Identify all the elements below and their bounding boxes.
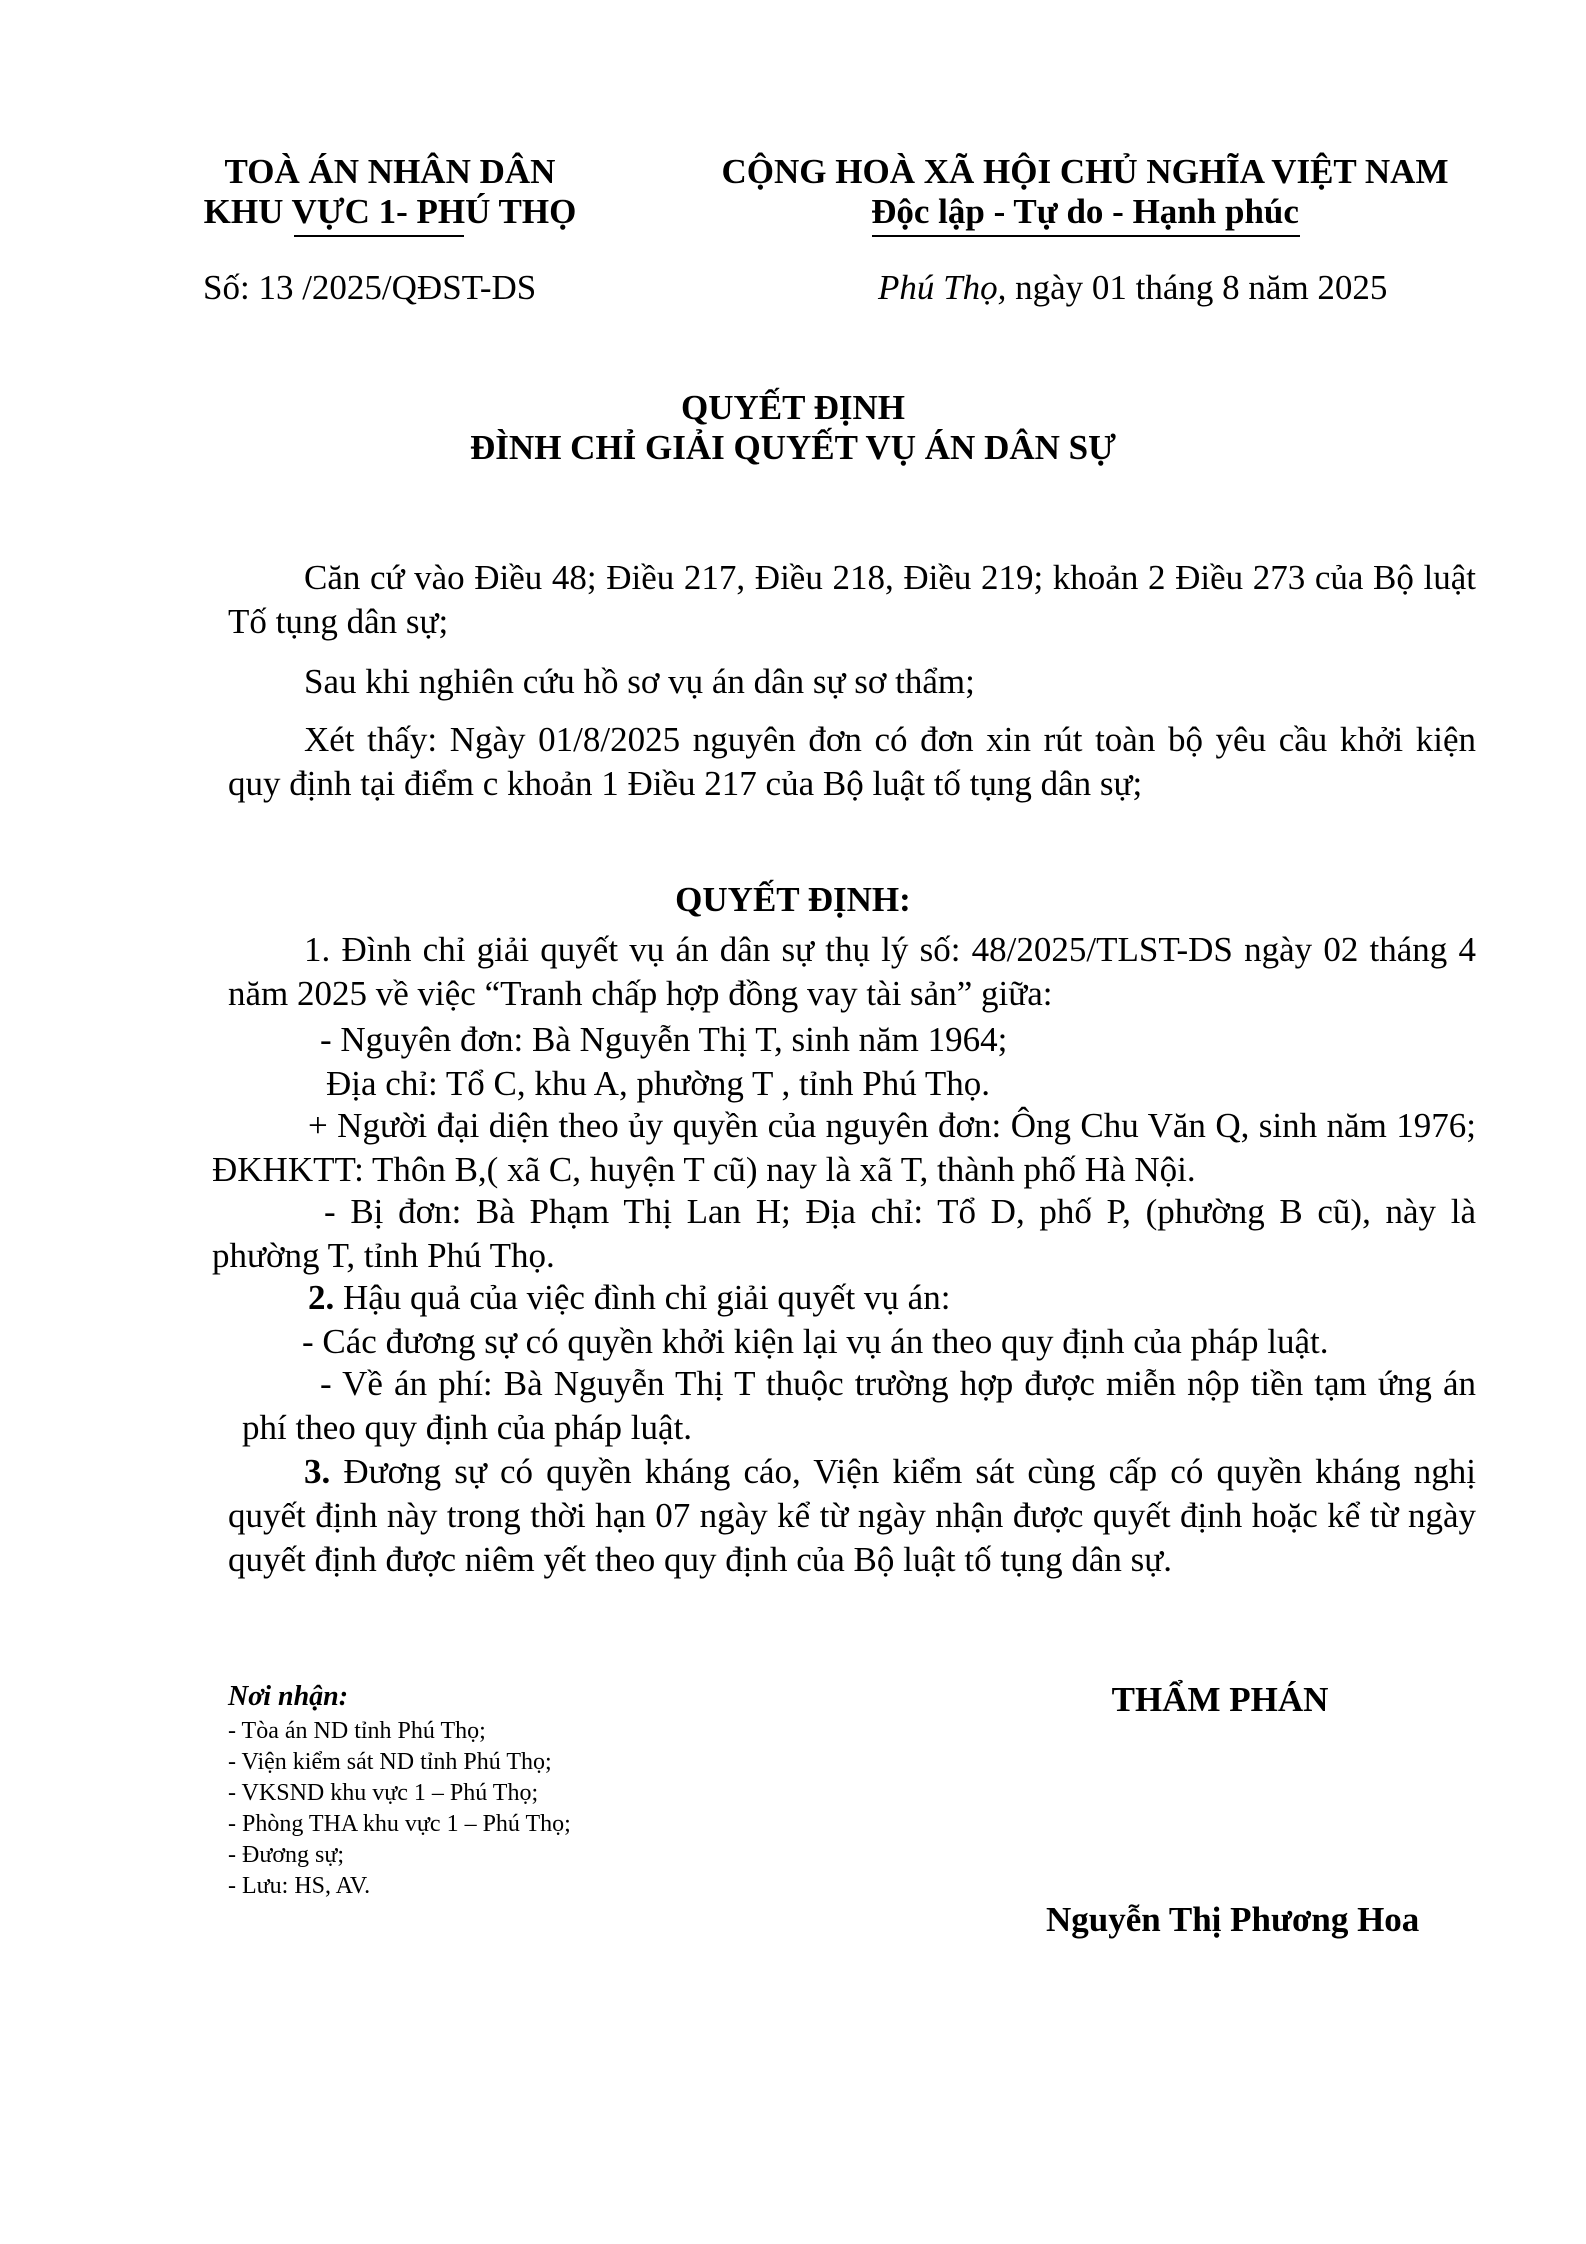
representative-paragraph: + Người đại diện theo ủy quyền của nguyên đơn: Ông Chu Văn Q, sinh năm 1976; ĐKHKTT: Thôn B,( xã C, huyện T cũ) nay là xã T, thành phố Hà Nội.	[212, 1106, 1476, 1189]
document-number: Số: 13 /2025/QĐST-DS	[203, 268, 537, 307]
judge-name: Nguyễn Thị Phương Hoa	[1046, 1900, 1420, 1939]
recipient-item: - Viện kiểm sát ND tỉnh Phú Thọ;	[228, 1749, 552, 1775]
date: ngày 01 tháng 8 năm 2025	[1006, 268, 1388, 307]
recipient-item: - Tòa án ND tỉnh Phú Thọ;	[228, 1718, 486, 1744]
place: Phú Thọ,	[878, 268, 1007, 307]
recipient-item: - Đương sự;	[228, 1842, 345, 1868]
place-date	[878, 266, 1387, 310]
nation-title: CỘNG HOÀ XÃ HỘI CHỦ NGHĨA VIỆT NAM	[721, 152, 1449, 191]
decision-heading: QUYẾT ĐỊNH:	[675, 880, 911, 919]
item-2-number: 2.	[308, 1278, 335, 1317]
decision-item-1: 1. Đình chỉ giải quyết vụ án dân sự thụ lý số: 48/2025/TLST-DS ngày 02 tháng 4 năm 2025 về việc “Tranh chấp hợp đồng vay tài sản” giữa:	[228, 930, 1476, 1013]
signature-title: THẨM PHÁN	[1111, 1680, 1329, 1719]
legal-basis-paragraph: Căn cứ vào Điều 48; Điều 217, Điều 218, Điều 219; khoản 2 Điều 273 của Bộ luật Tố tụng dân sự;	[228, 558, 1476, 641]
defendant-paragraph: - Bị đơn: Bà Phạm Thị Lan H; Địa chỉ: Tổ D, phố P, (phường B cũ), này là phường T, tỉnh Phú Thọ.	[212, 1192, 1476, 1275]
consideration-paragraph: Xét thấy: Ngày 01/8/2025 nguyên đơn có đơn xin rút toàn bộ yêu cầu khởi kiện quy định tại điểm c khoản 1 Điều 217 của Bộ luật tố tụng dân sự;	[228, 720, 1476, 803]
recipient-item: - VKSND khu vực 1 – Phú Thọ;	[228, 1780, 539, 1806]
court-name-line2: KHU VỰC 1- PHÚ THỌ	[203, 192, 577, 231]
item-3-number: 3.	[304, 1452, 331, 1491]
recipient-item: - Phòng THA khu vực 1 – Phú Thọ;	[228, 1811, 571, 1837]
recipients-heading: Nơi nhận:	[228, 1681, 349, 1712]
motto-underline	[872, 235, 1300, 237]
court-name-line1: TOÀ ÁN NHÂN DÂN	[224, 152, 556, 191]
plaintiff-line: - Nguyên đơn: Bà Nguyễn Thị T, sinh năm 1964;	[320, 1020, 1008, 1059]
research-paragraph: Sau khi nghiên cứu hồ sơ vụ án dân sự sơ thẩm;	[304, 662, 975, 701]
decision-item-3	[228, 1450, 1476, 1582]
consequence-court-fee: - Về án phí: Bà Nguyễn Thị T thuộc trường hợp được miễn nộp tiền tạm ứng án phí theo quy định của pháp luật.	[242, 1364, 1476, 1447]
decision-subtitle: ĐÌNH CHỈ GIẢI QUYẾT VỤ ÁN DÂN SỰ	[470, 428, 1116, 467]
decision-item-2	[308, 1276, 950, 1320]
plaintiff-address: Địa chỉ: Tổ C, khu A, phường T , tỉnh Phú Thọ.	[326, 1064, 990, 1103]
item-2-text: Hậu quả của việc đình chỉ giải quyết vụ án:	[334, 1278, 951, 1317]
item-3-text: Đương sự có quyền kháng cáo, Viện kiểm sát cùng cấp có quyền kháng nghị quyết định này trong thời hạn 07 ngày kể từ ngày nhận được quyết định hoặc kể từ ngày quyết định được niêm yết theo quy định của Bộ luật tố tụng dân sự.	[228, 1452, 1476, 1579]
court-underline	[294, 235, 464, 237]
nation-motto: Độc lập - Tự do - Hạnh phúc	[871, 192, 1299, 231]
recipient-item: - Lưu: HS, AV.	[228, 1873, 371, 1899]
consequence-refile: - Các đương sự có quyền khởi kiện lại vụ án theo quy định của pháp luật.	[302, 1322, 1329, 1361]
decision-title: QUYẾT ĐỊNH	[681, 388, 905, 427]
